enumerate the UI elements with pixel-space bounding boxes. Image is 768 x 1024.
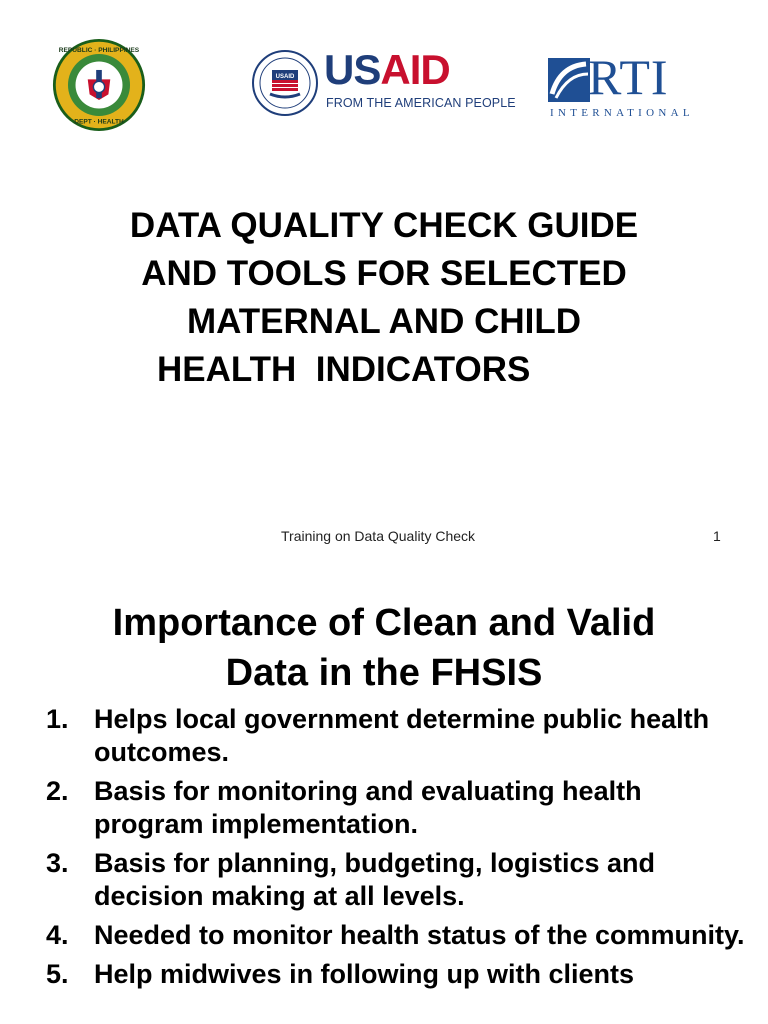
list-item [46,847,758,913]
list-number: 4. [46,920,69,950]
usaid-logo [252,46,516,120]
list-number: 5. [46,959,69,989]
list-text: Basis for planning, budgeting, logistics and decision making at all levels. [94,848,656,911]
list-number: 3. [46,848,69,878]
rti-mark-icon [548,58,590,102]
rti-subtitle: INTERNATIONAL [550,107,694,119]
logo-bar [0,30,768,140]
slide-divider [0,560,768,561]
svg-text:DEPT · HEALTH: DEPT · HEALTH [74,118,124,126]
title-line: HEALTH INDICATORS [157,350,531,389]
title-line: Data in the FHSIS [225,652,543,694]
importance-list [46,703,758,997]
usaid-seal-icon [252,50,318,116]
slide-page-number: 1 [713,528,721,544]
slide-1-title [0,202,768,394]
title-line: DATA QUALITY CHECK GUIDE [129,206,639,245]
doh-seal-logo [52,38,146,132]
usaid-tagline: FROM THE AMERICAN PEOPLE [326,96,516,110]
list-text: Needed to monitor health status of the community. [94,920,745,950]
list-text: Help midwives in following up with clients [94,959,635,989]
svg-text:REPUBLIC · PHILIPPINES: REPUBLIC · PHILIPPINES [58,47,140,55]
rti-logo [548,49,713,124]
svg-text:USAID: USAID [275,74,295,80]
slide-2-title [0,598,768,698]
list-text: Basis for monitoring and evaluating health program implementation. [94,776,642,839]
list-text: Helps local government determine public health outcomes. [94,704,710,767]
list-item [46,958,758,991]
list-item [46,919,758,952]
list-item [46,703,758,769]
title-line: AND TOOLS FOR SELECTED [141,254,627,293]
list-number: 1. [46,704,69,734]
rti-wordmark: RTI [588,49,669,105]
slide-footer-text: Training on Data Quality Check [281,528,476,544]
usaid-wordmark: USAID [324,46,450,93]
list-number: 2. [46,776,69,806]
title-line: Importance of Clean and Valid [112,602,656,644]
list-item [46,775,758,841]
title-line: MATERNAL AND CHILD [186,302,582,341]
